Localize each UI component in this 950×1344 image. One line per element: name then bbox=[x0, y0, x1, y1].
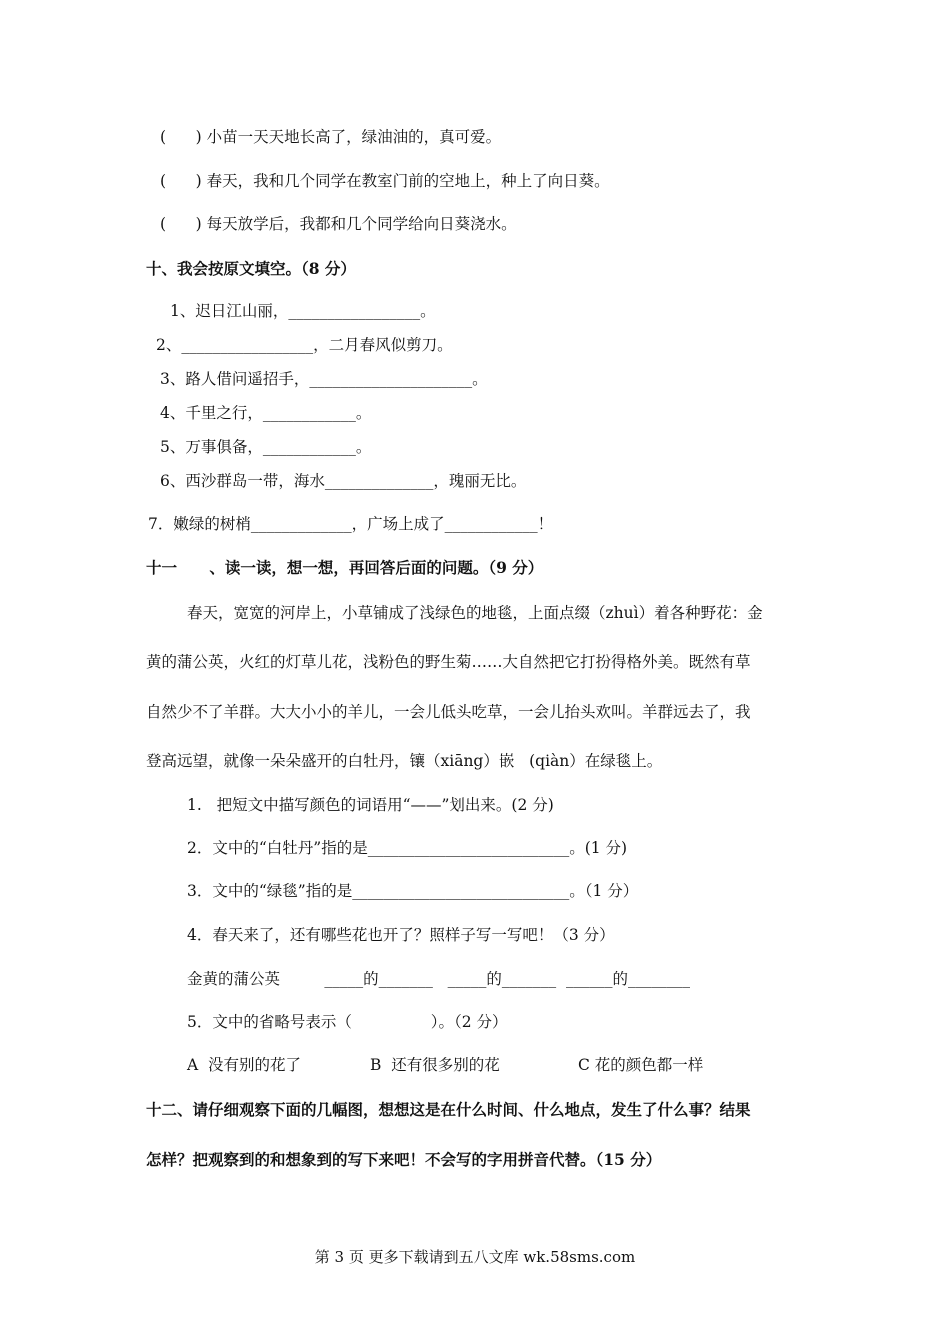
order-item-1: ( ) 小苗一天天地长高了，绿油油的，真可爱。 bbox=[160, 128, 502, 146]
option-a: A 没有别的花了 bbox=[187, 1056, 302, 1074]
fill-item-3: 3、路人借问遥招手，_____________________。 bbox=[160, 370, 488, 388]
question-1: 1. 把短文中描写颜色的词语用“——”划出来。(2 分) bbox=[187, 796, 554, 814]
question-2: 2．文中的“白牡丹”指的是__________________________。(1 分) bbox=[187, 839, 628, 857]
option-c: C 花的颜色都一样 bbox=[578, 1056, 704, 1074]
page-footer: 第 3 页 更多下载请到五八文库 wk.58sms.com bbox=[314, 1248, 636, 1266]
question-4-example: 金黄的蒲公英 _____的_______ _____的_______ ______的________ bbox=[187, 970, 690, 988]
fill-item-2: 2、_________________，二月春风似剪刀。 bbox=[156, 336, 453, 354]
fill-item-1: 1、迟日江山丽，_________________。 bbox=[170, 302, 436, 320]
question-5: 5．文中的省略号表示（ ）。（2 分） bbox=[187, 1013, 508, 1031]
order-item-2: ( ) 春天，我和几个同学在教室门前的空地上，种上了向日葵。 bbox=[160, 172, 610, 190]
order-item-3: ( ) 每天放学后，我都和几个同学给向日葵浇水。 bbox=[160, 215, 517, 233]
question-4: 4．春天来了，还有哪些花也开了？照样子写一写吧！（3 分） bbox=[187, 926, 615, 944]
passage-line-4: 登高远望，就像一朵朵盛开的白牡丹，镶（xiāng）嵌 (qiàn）在绿毯上。 bbox=[146, 752, 663, 770]
passage-line-2: 黄的蒲公英，火红的灯草儿花，浅粉色的野生菊……大自然把它打扮得格外美。既然有草 bbox=[146, 653, 751, 671]
section-11-heading: 十一 、读一读，想一想，再回答后面的问题。（9 分） bbox=[146, 558, 544, 577]
passage-line-1: 春天，宽宽的河岸上，小草铺成了浅绿色的地毯，上面点缀（zhuì）着各种野花：金 bbox=[187, 604, 763, 622]
fill-item-7: 7．嫩绿的树梢_____________，广场上成了____________！ bbox=[148, 515, 554, 533]
section-12-heading-line-2: 怎样？把观察到的和想象到的写下来吧！不会写的字用拼音代替。（15 分） bbox=[146, 1150, 662, 1169]
fill-item-4: 4、千里之行，____________。 bbox=[160, 404, 372, 422]
fill-item-6: 6、西沙群岛一带，海水______________，瑰丽无比。 bbox=[160, 472, 527, 490]
fill-item-5: 5、万事俱备，____________。 bbox=[160, 438, 372, 456]
passage-line-3: 自然少不了羊群。大大小小的羊儿，一会儿低头吃草，一会儿抬头欢叫。羊群远去了，我 bbox=[146, 703, 751, 721]
option-b: B 还有很多别的花 bbox=[370, 1056, 500, 1074]
question-3: 3．文中的“绿毯”指的是____________________________。（1 分） bbox=[187, 882, 639, 900]
section-10-heading: 十、我会按原文填空。（8 分） bbox=[146, 259, 356, 278]
section-12-heading-line-1: 十二、请仔细观察下面的几幅图，想想这是在什么时间、什么地点，发生了什么事？结果 bbox=[146, 1100, 751, 1119]
